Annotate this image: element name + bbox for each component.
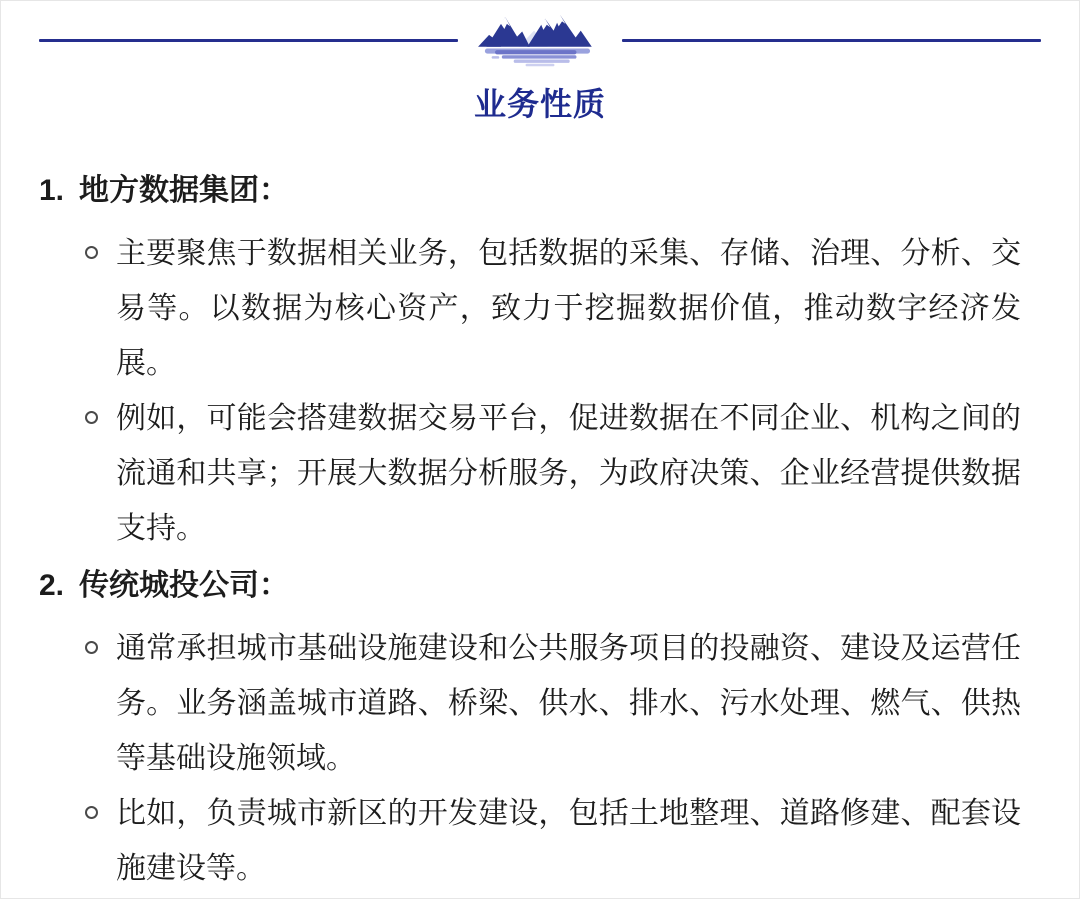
- circle-bullet-icon: [85, 411, 98, 424]
- circle-bullet-icon: [85, 246, 98, 259]
- section-traditional-chengtou: [1, 558, 1079, 896]
- section-heading: [1, 163, 1079, 218]
- page-title: 业务性质: [473, 86, 606, 122]
- mountain-lake-logo-icon: [474, 11, 606, 69]
- list-item: [1, 391, 1079, 556]
- header-rule-right: [622, 39, 1041, 42]
- bullet-text: 例如，可能会搭建数据交易平台，促进数据在不同企业、机构之间的流通和共享；开展大数据分析服务，为政府决策、企业经营提供数据支持。: [116, 402, 1021, 545]
- list-item: [1, 226, 1079, 391]
- bullet-list: [1, 226, 1079, 556]
- bullet-list: [1, 621, 1079, 896]
- list-item: [1, 786, 1079, 896]
- content: [1, 163, 1079, 896]
- section-heading: [1, 558, 1079, 613]
- bullet-text: 主要聚焦于数据相关业务，包括数据的采集、存储、治理、分析、交易等。以数据为核心资产，致力于挖掘数据价值，推动数字经济发展。: [116, 237, 1021, 380]
- bullet-text: 比如，负责城市新区的开发建设，包括土地整理、道路修建、配套设施建设等。: [116, 797, 1021, 885]
- section-local-data-group: [1, 163, 1079, 556]
- circle-bullet-icon: [85, 806, 98, 819]
- circle-bullet-icon: [85, 641, 98, 654]
- section-number: 2.: [39, 569, 65, 602]
- header: [39, 11, 1041, 69]
- section-title: 地方数据集团：: [79, 174, 289, 207]
- list-item: [1, 621, 1079, 786]
- section-number: 1.: [39, 174, 65, 207]
- section-title: 传统城投公司：: [79, 569, 289, 602]
- bullet-text: 通常承担城市基础设施建设和公共服务项目的投融资、建设及运营任务。业务涵盖城市道路、桥梁、供水、排水、污水处理、燃气、供热等基础设施领域。: [116, 632, 1021, 775]
- header-rule-left: [39, 39, 458, 42]
